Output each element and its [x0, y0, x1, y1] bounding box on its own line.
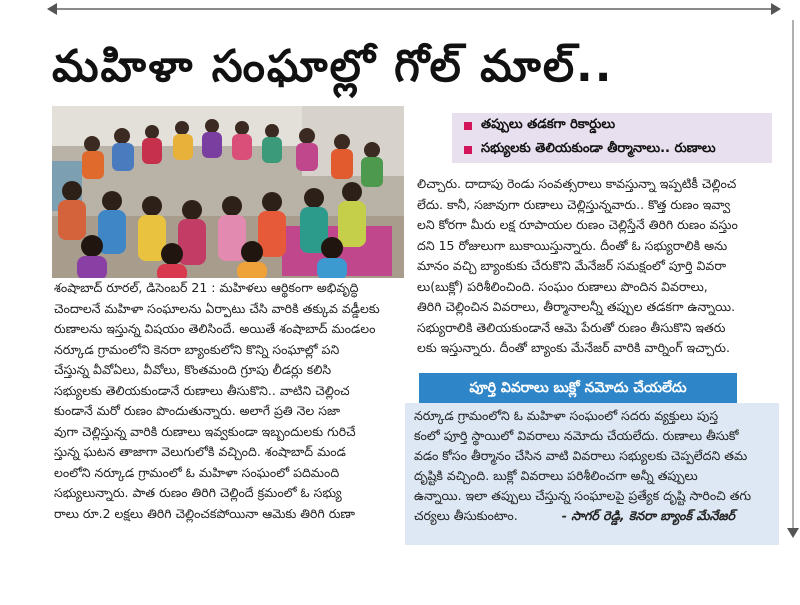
article-line: లకు ఇస్తున్నారు. దీంతో బ్యాంకు మేనేజర్ వారికి వార్నింగ్ ఇచ్చారు.	[417, 340, 730, 355]
quote-box-text	[414, 406, 774, 526]
article-line: వుగా చెల్లిస్తున్న వారికి రుణాలు ఇవ్వకుండా ఇబ్బందులకు గురిచే	[54, 423, 356, 439]
quote-line-last	[414, 506, 774, 526]
article-line: లు(బుక్లో) పరిశీలించింది. సంఘం రుణాలు పొందిన వివరాలు,	[417, 278, 708, 294]
vertical-scroll-track	[792, 20, 794, 530]
article-line: తిరిగి చెల్లించిన వివరాలు, తీర్మానాలన్నీ తప్పుల తడకగా ఉన్నాయి.	[417, 299, 736, 314]
vertical-scroll-bar[interactable]	[788, 20, 798, 530]
highlights-box	[452, 113, 772, 163]
article-line: రుణాలను ఇస్తున్న విషయం తెలిసిందే. అయితే శంషాబాద్ మండలం	[54, 321, 376, 336]
quote-line: దృష్టికి వచ్చింది. బుక్లో వివరాలు పరిశీలించగా అన్నీ తప్పులు	[414, 468, 698, 483]
article-line: శంషాబాద్ రూరల్, డిసెంబర్ 21 : మహిళలు ఆర్థికంగా అభివృద్ధి	[54, 280, 359, 295]
article-line: కుండానే మరో రుణం పొందుతున్నారు. అలాగే ప్రతి నెల సజా	[54, 403, 341, 418]
highlight-item	[452, 114, 772, 138]
scroll-left-icon[interactable]	[47, 3, 57, 15]
article-line: సభ్యులకు తెలియకుండానే రుణాలు తీసుకొని.. వాటిని చెల్లించ	[54, 382, 350, 398]
article-line: స్తున్న ఘటన తాజాగా వెలుగులోకి వచ్చింది. శంషాబాద్ మండ	[54, 444, 346, 459]
page-title: మహిళా సంఘాల్లో గోల్ మాల్..	[52, 41, 614, 92]
article-line: రాలు రూ.2 లక్షలు తిరిగి చెల్లించకపోయినా ఆమెకు తిరిగి రుణా	[54, 505, 355, 521]
quote-line: చర్యలు తీసుకుంటాం.	[414, 508, 518, 523]
bullet-icon	[464, 146, 472, 154]
scroll-track	[50, 8, 778, 10]
article-line: మానం వచ్చి బ్యాంకుకు చేరుకొని మేనేజర్ సమక్షంలో పూర్తి వివరా	[417, 258, 727, 273]
group-meeting-photo-image	[52, 106, 404, 278]
article-line: చేస్తున్న వీవోఏలు, వీవోలు, కొంతమంది గ్రూపు లీడర్లు కలిసి	[54, 362, 332, 377]
highlight-text: తప్పులు తడకగా రికార్డులు	[481, 117, 616, 132]
article-right-column	[417, 174, 785, 359]
article-line: సభ్యురాలికి తెలియకుండానే ఆమె పేరుతో రుణం తీసుకొని ఇతరు	[417, 319, 726, 335]
article-line: లని కోరగా మీరు లక్ష రూపాయల రుణం చెల్లిస్తేనే తిరిగి రుణం వస్తుం	[417, 217, 738, 232]
article-line: లంలోని నర్కూడ గ్రామంలో ఓ మహిళా సంఘంలో పదిమంది	[54, 464, 340, 480]
quote-line: వడం కోసం తీర్మానం చేసిన వాటి వివరాలు సభ్యులకు చెప్పలేదని తమ	[414, 448, 748, 463]
article-line: లేదు. కానీ, సజావుగా రుణాలు చెల్లిస్తున్నవారు.. కొత్త రుణం ఇవ్వా	[417, 196, 731, 212]
article-line: లిచ్చారు. దాదాపు రెండు సంవత్సరాలు కావస్తున్నా ఇప్పటికీ చెల్లించ	[417, 176, 737, 191]
quote-line: కంలో పూర్తి స్థాయిలో వివరాలు నమోదు చేయలేదు. రుణాలు తీసుకో	[414, 428, 739, 443]
horizontal-scroll-bar[interactable]	[50, 4, 778, 14]
scroll-right-icon[interactable]	[771, 3, 781, 15]
subheading-banner: పూర్తి వివరాలు బుక్లో నమోదు చేయలేదు	[419, 373, 737, 403]
quote-line: ఉన్నాయి. ఇలా తప్పులు చేస్తున్న సంఘాలపై ప్రత్యేక దృష్టి సారించి తగు	[414, 488, 752, 503]
highlight-text: సభ్యులకు తెలియకుండా తీర్మానాలు.. రుణాలు	[481, 141, 716, 156]
quote-signature: - సాగర్ రెడ్డి, కెనరా బ్యాంక్ మేనేజర్	[561, 508, 735, 523]
bullet-icon	[464, 122, 472, 130]
quote-line: నర్కూడ గ్రామంలోని ఓ మహిళా సంఘంలో సదరు వ్యక్తులు పుస్త	[414, 408, 719, 423]
highlight-item	[452, 138, 772, 162]
scroll-down-icon[interactable]	[787, 528, 799, 538]
article-line: చెందాలనే మహిళా సంఘాలను ఏర్పాటు చేసి వారికి తక్కువ వడ్డీలకు	[54, 300, 380, 316]
article-line: నర్కూడ గ్రామంలోని కెనరా బ్యాంకులోని కొన్ని సంఘాల్లో పని	[54, 341, 340, 357]
article-line: దని 15 రోజులుగా బుకాయిస్తున్నారు. దీంతో ఓ సభ్యురాలికి అను	[417, 237, 728, 253]
article-left-column	[54, 278, 404, 524]
article-line: సభ్యులున్నారు. పాత రుణం తిరిగి చెల్లిందే క్రమంలో ఓ సభ్యు	[54, 485, 342, 500]
news-photo	[52, 106, 404, 278]
